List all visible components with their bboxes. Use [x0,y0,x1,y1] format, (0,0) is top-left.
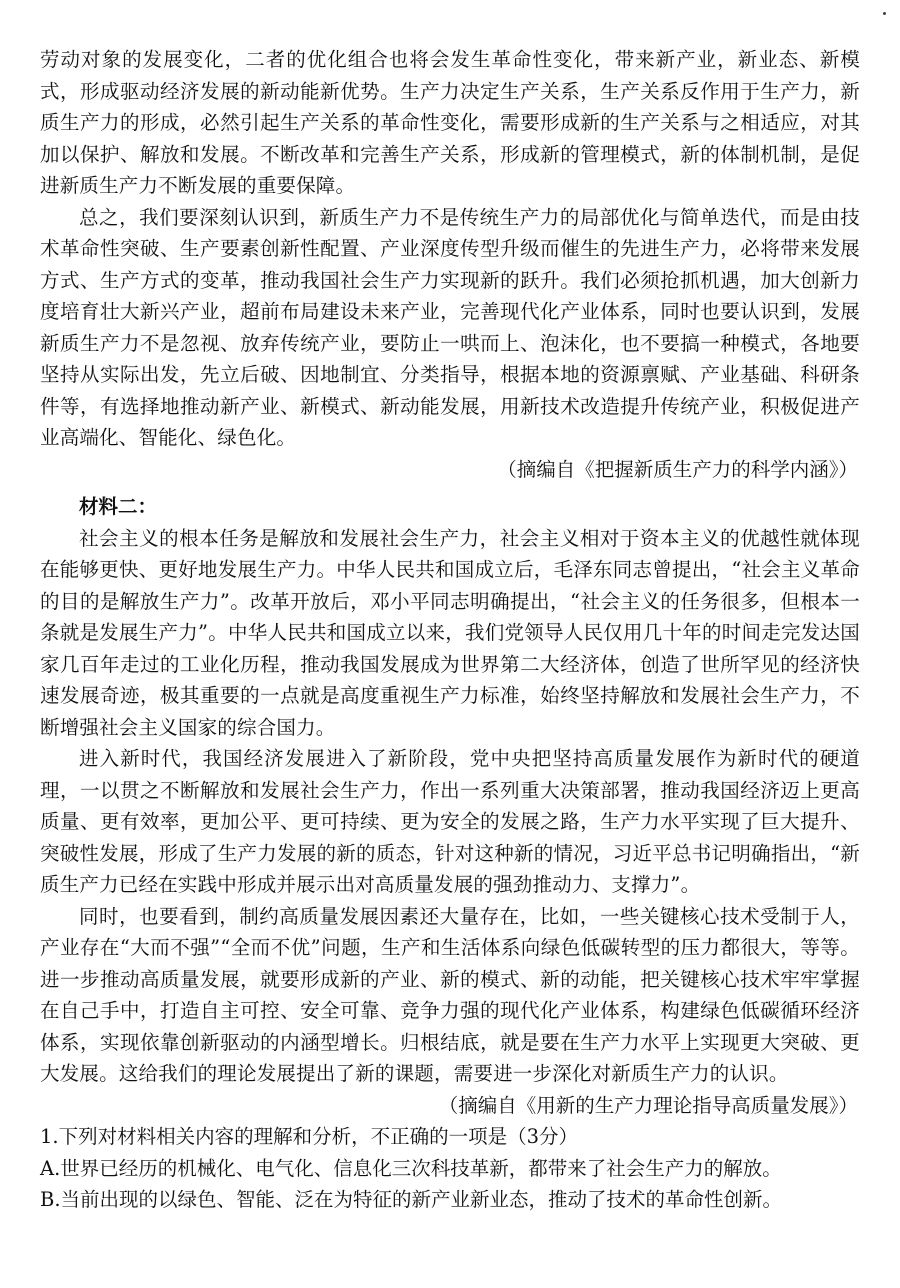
question-option-a: A.世界已经历的机械化、电气化、信息化三次科技革新，都带来了社会生产力的解放。 [40,1156,782,1180]
question-option-b: B.当前出现的以绿色、智能、泛在为特征的新产业新业态，推动了技术的革命性创新。 [40,1188,783,1211]
paragraph-material-2-2: 进入新时代，我国经济发展进入了新阶段，党中央把坚持高质量发展作为新时代的硬道理，一以贯之不断解放和发展社会生产力，作出一系列重大决策部署，推动我国经济迈上更高质量、更有效率，更加公平、更可持续、更为安全的发展之路，生产力水平实现了巨大提升、突破性发展，形成了生产力发展的新的质态，针对这种新的情况，习近平总书记明确指出，“新质生产力已经在实践中形成并展示出对高质量发展的强劲推动力、支撑力”。 [40,747,860,896]
page-mark [883,12,886,15]
question-stem: 1.下列对材料相关内容的理解和分析，不正确的一项是（3分） [40,1125,579,1148]
paragraph-continuation: 劳动对象的发展变化，二者的优化组合也将会发生革命性变化，带来新产业，新业态、新模式，形成驱动经济发展的新动能新优势。生产力决定生产关系，生产关系反作用于生产力，新质生产力的形成，必然引起生产关系的革命性变化，需要形成新的生产关系与之相适应，对其加以保护、解放和发展。不断改革和完善生产关系，形成新的管理模式，新的体制机制，是促进新质生产力不断发展的重要保障。 [40,48,860,197]
paragraph-summary: 总之，我们要深刻认识到，新质生产力不是传统生产力的局部优化与简单迭代，而是由技术革命性突破、生产要素创新性配置、产业深度传型升级而催生的先进生产力，必将带来发展方式、生产方式的变革，推动我国社会生产力实现新的跃升。我们必须抢抓机遇，加大创新力度培育壮大新兴产业，超前布局建设未来产业，完善现代化产业体系，同时也要认识到，发展新质生产力不是忽视、放弃传统产业，要防止一哄而上、泡沫化，也不要搞一种模式，各地要坚持从实际出发，先立后破、因地制宜、分类指导，根据本地的资源禀赋、产业基础、科研条件等，有选择地推动新产业、新模式、新动能发展，用新技术改造提升传统产业，积极促进产业高端化、智能化、绿色化。 [40,205,860,449]
paragraph-material-2-1: 社会主义的根本任务是解放和发展社会生产力，社会主义相对于资本主义的优越性就体现在能够更快、更好地发展生产力。中华人民共和国成立后，毛泽东同志曾提出，“社会主义革命的目的是解放生产力”。改革开放后，邓小平同志明确提出，“社会主义的任务很多，但根本一条就是发展生产力”。中华人民共和国成立以来，我们党领导人民仅用几十年的时间走完发达国家几百年走过的工业化历程，推动我国发展成为世界第二大经济体，创造了世所罕见的经济快速发展奇迹，极其重要的一点就是高度重视生产力标准，始终坚持解放和发展社会生产力，不断增强社会主义国家的综合国力。 [40,526,860,739]
source-citation-1: （摘编自《把握新质生产力的科学内涵》） [497,457,858,481]
source-citation-2: （摘编自《用新的生产力理论指导高质量发展》） [438,1093,858,1117]
material-2-heading: 材料二： [79,495,158,518]
paragraph-material-2-3: 同时，也要看到，制约高质量发展因素还大量存在，比如，一些关键核心技术受制于人，产业存在“大而不强”“全而不优”问题，生产和生活体系向绿色低碳转型的压力都很大，等等。进一步推动高质量发展，就要形成新的产业、新的模式、新的动能，把关键核心技术牢牢掌握在自己手中，打造自主可控、安全可靠、竞争力强的现代化产业体系，构建绿色低碳循环经济体系，实现依靠创新驱动的内涵型增长。归根结底，就是要在生产力水平上实现更大突破、更大发展。这给我们的理论发展提出了新的课题，需要进一步深化对新质生产力的认识。 [40,904,860,1085]
